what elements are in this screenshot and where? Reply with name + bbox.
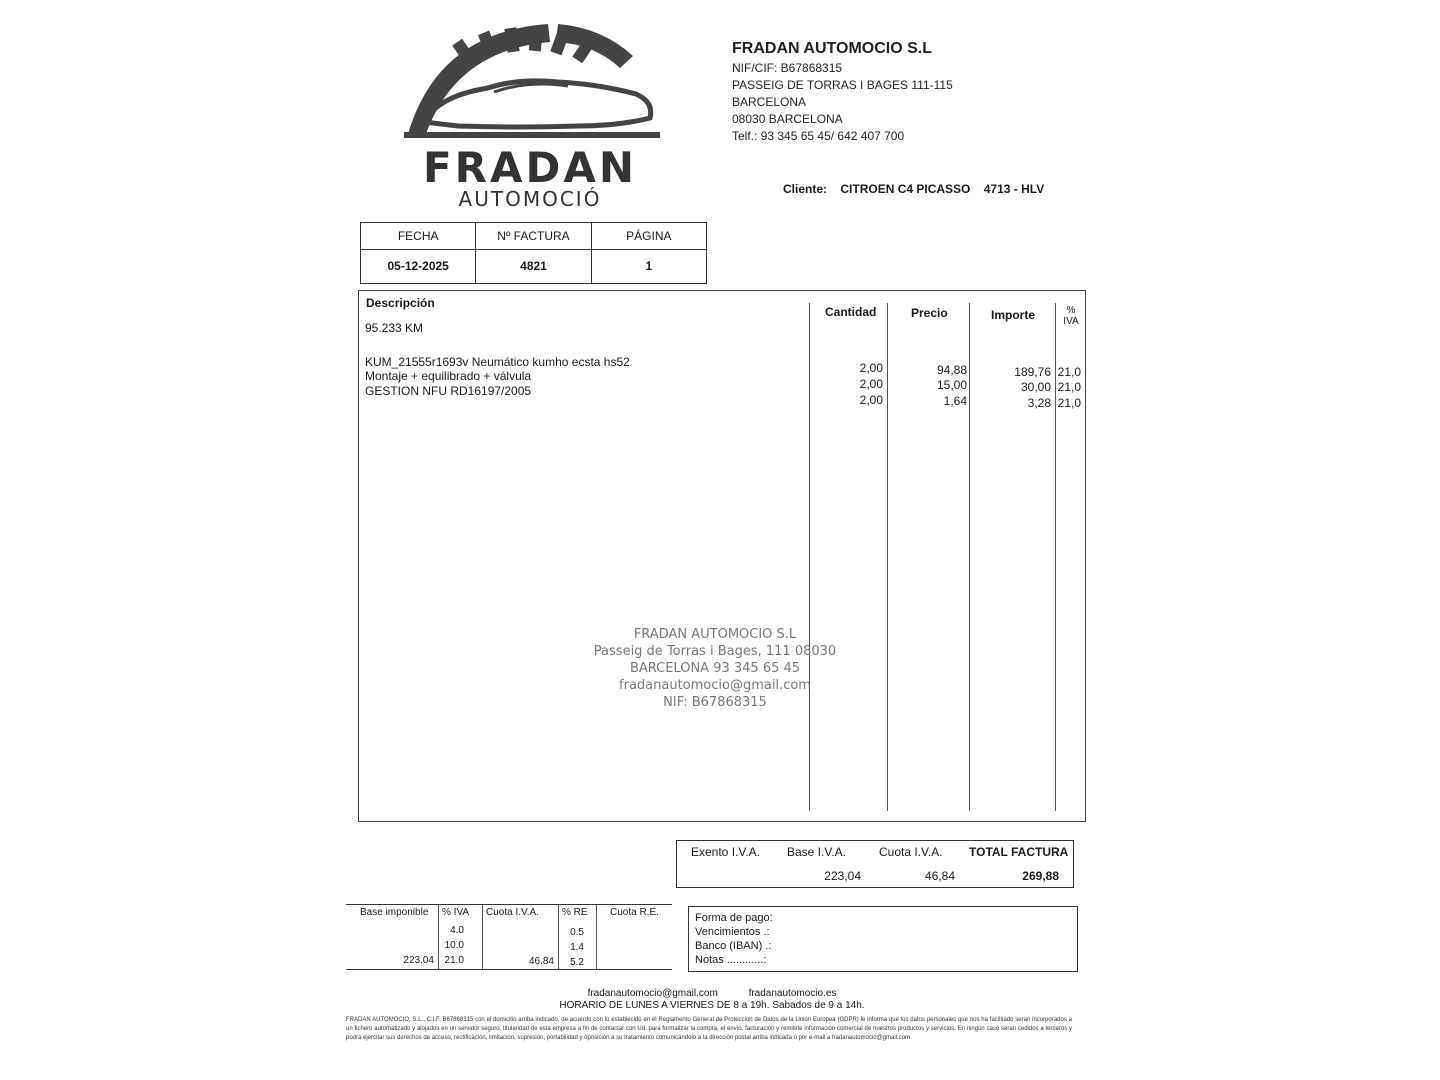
line-amount: 3,28 [1027,396,1051,410]
tax-iva: 21.0 [444,955,464,966]
line-description: Montaje + equilibrado + válvula [365,369,532,383]
client-vehicle: CITROEN C4 PICASSO [840,182,971,196]
payment-due: Vencimientos .: [695,926,770,938]
line-description: GESTION NFU RD16197/2005 [365,384,532,398]
tax-re: 0.5 [570,927,584,938]
line-amount: 30,00 [1020,380,1051,394]
total-label: TOTAL FACTURA [969,845,1069,859]
line-price: 1,64 [943,394,967,408]
tax-re: 1.4 [570,942,584,953]
company-logo [398,22,662,210]
tax-iva: 4.0 [450,925,464,936]
header-price: Precio [911,306,948,320]
footer-web: fradanautomocio.es [748,988,837,999]
footer-email: fradanautomocio@gmail.com [587,988,718,999]
stamp-line: FRADAN AUTOMOCIO S.L [633,627,797,642]
logo-car-icon [424,81,651,127]
exempt-label: Exento I.V.A. [691,845,760,859]
line-quantity: 2,00 [859,377,883,391]
company-nif: NIF/CIF: B67868315 [732,61,843,75]
payment-bank: Banco (IBAN) .: [695,940,772,952]
vat-label: Cuota I.V.A. [879,845,943,859]
tax-header: Base imponible [360,907,429,918]
company-address: PASSEIG DE TORRAS I BAGES 111-115 [732,78,953,92]
header-description: Descripción [366,296,435,310]
line-vat: 21,0 [1057,365,1081,379]
column-divider [969,303,970,811]
company-stamp [580,626,850,711]
tax-header: Cuota R.E. [610,907,659,918]
line-items-table [358,290,1086,822]
tax-breakdown [346,904,672,970]
line-quantity: 2,00 [859,393,883,407]
tax-cuota: 46.84 [528,956,554,967]
header-amount: Importe [991,308,1036,322]
page-label: PÁGINA [592,223,706,250]
tax-header: % RE [562,907,588,918]
stamp-line: Passeig de Torras i Bages, 111 08030 [593,644,837,659]
payment-method: Forma de pago: [695,912,773,924]
base-value: 223,04 [824,869,861,883]
legal-notice: FRADAN AUTOMOCIO, S.L., C.I.F. B67868315 con el domicilio arriba indicado, de acuerdo con lo establecido en el Reglamento General de Proteccion de Datos de la Unión Europea (GDPR) le informa que los datos personales que nos ha facilitado seran incorporados a un fichero automatizado y alojados en un servidor seguro, titularidad de esta empresa a fin de contactar con Ud. para formalizar la compra, el envío, facturación y remitirle información comercial de nuestros productos y servicios. En ningún caso seran cedidos a terceros y podrá ejercitar sus derechos de acceso, rectificación, limitación, supresión, portabilidad y oposición a su tratamiento comunicándolo a la dirección postal arriba indicada o por e-mail a fradanautomocio@gmail.com [346,1017,1072,1041]
line-amount: 189,76 [1014,365,1051,379]
footer [346,988,1078,1012]
company-info [732,38,953,145]
column-divider [887,303,888,811]
number-column [476,223,591,283]
column-divider [482,905,483,969]
logo-word: FRADAN [422,143,638,192]
stamp-line: NIF: B67868315 [663,695,767,710]
page-value: 1 [645,259,653,273]
logo-subword: AUTOMOCIÓ [458,187,602,210]
invoice-meta [360,222,707,284]
mileage: 95.233 KM [365,321,424,335]
page-column [592,223,706,283]
line-vat: 21,0 [1057,396,1081,410]
line-vat: 21,0 [1057,380,1081,394]
line-description: KUM_21555r1693v Neumático kumho ecsta hs52 [365,355,630,369]
header-quantity: Cantidad [825,305,877,319]
client-label: Cliente: [783,182,828,196]
tax-header: % IVA [442,907,470,918]
vat-value: 46,84 [924,869,955,883]
client-info [783,182,1054,196]
date-label: FECHA [361,223,475,250]
date-value: 05-12-2025 [387,259,449,273]
line-quantity: 2,00 [859,361,883,375]
line-price: 94,88 [936,363,967,377]
company-name: FRADAN AUTOMOCIO S.L [732,40,932,57]
payment-notes: Notas ............: [695,954,767,966]
base-label: Base I.V.A. [787,845,846,859]
footer-hours: HORARIO DE LUNES A VIERNES DE 8 a 19h. Sabados de 9 a 14h. [559,1000,865,1011]
invoice-number-value: 4821 [520,259,547,273]
payment-box [688,906,1078,972]
company-postal: 08030 BARCELONA [732,112,843,126]
header-vat: % IVA [1063,305,1079,327]
total-value: 269,88 [1022,869,1059,883]
date-column [361,223,476,283]
tax-header: Cuota I.V.A. [486,907,539,918]
totals-box [676,840,1074,888]
tax-re: 5.2 [570,957,584,968]
company-city: BARCELONA [732,95,807,109]
footer-links [346,988,1078,1000]
stamp-line: BARCELONA 93 345 65 45 [629,661,801,676]
company-phone: Telf.: 93 345 65 45/ 642 407 700 [732,129,905,143]
invoice-number-label: Nº FACTURA [476,223,590,250]
column-divider [596,905,597,969]
tax-iva: 10.0 [444,940,464,951]
tax-base: 223.04 [403,955,434,966]
client-plate: 4713 - HLV [983,182,1045,196]
stamp-line: fradanautomocio@gmail.com [619,678,811,693]
line-price: 15,00 [936,378,967,392]
